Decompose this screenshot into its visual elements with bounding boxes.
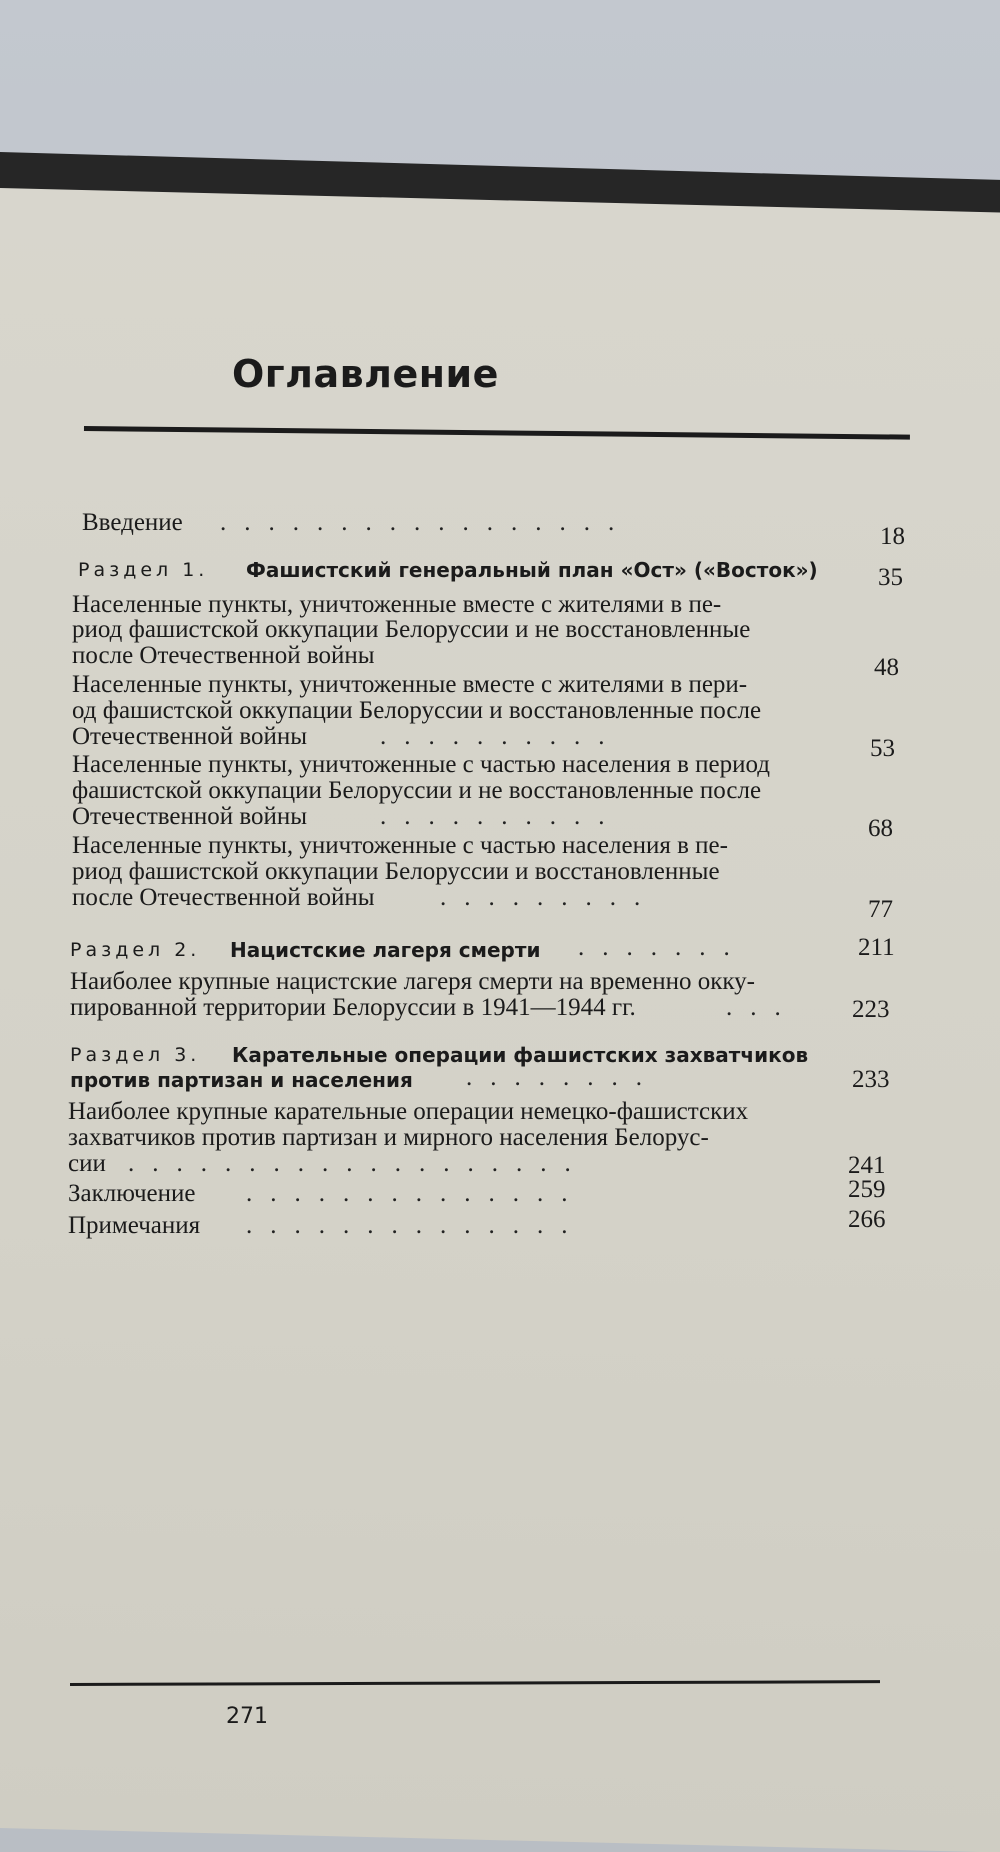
entry-line: Населенные пункты, уничтоженные с частью населения в период: [72, 751, 770, 778]
entry-page: 53: [870, 735, 895, 762]
entry-line: Наиболее крупные карательные операции немецко-фашистских: [68, 1098, 749, 1125]
page-title: Оглавление: [232, 352, 499, 396]
entry-line: пированной территории Белоруссии в 1941—1944 гг.: [70, 994, 636, 1021]
section-title-cont: против партизан и населения: [70, 1068, 413, 1092]
entry-page: 259: [848, 1176, 886, 1203]
entry-line: Наиболее крупные нацистские лагеря смерти на временно окку-: [70, 968, 755, 995]
toc-section-2: [0, 933, 1000, 963]
entry-page: 77: [868, 896, 893, 923]
entry-line: захватчиков против партизан и мирного населения Белорус-: [68, 1124, 709, 1151]
entry-line: Населенные пункты, уничтоженные с частью населения в пе-: [72, 832, 728, 859]
entry-page: 223: [852, 996, 890, 1023]
entry-page: 18: [880, 523, 905, 550]
toc-entry-notes: [0, 1206, 1000, 1241]
section-title: Карательные операции фашистских захватчиков: [232, 1043, 809, 1067]
entry-label: Примечания: [68, 1212, 201, 1239]
leader-dots: .........: [440, 884, 659, 911]
section-prefix: Раздел 1.: [78, 559, 209, 581]
leader-dots: ...................: [128, 1150, 589, 1177]
entry-label: Введение: [82, 509, 183, 536]
leader-dots: ..........: [380, 723, 623, 750]
entry-line: после Отечественной войны: [72, 884, 375, 911]
leader-dots: ..............: [246, 1212, 586, 1239]
entry-line: фашистской оккупации Белоруссии и не восстановленные после: [72, 777, 762, 804]
entry-line: од фашистской оккупации Белоруссии и восстановленные после: [72, 697, 762, 724]
section-title: Фашистский генеральный план «Ост» («Восток»): [246, 558, 818, 582]
section-title: Нацистские лагеря смерти: [230, 938, 541, 962]
section-prefix: Раздел 3.: [70, 1044, 201, 1066]
entry-line: Населенные пункты, уничтоженные вместе с жителями в пе-: [72, 591, 722, 618]
leader-dots: ..............: [246, 1180, 586, 1207]
leader-dots: ...: [726, 994, 799, 1021]
entry-page: 233: [852, 1066, 890, 1093]
entry-page: 266: [848, 1206, 886, 1233]
leader-dots: .................: [220, 509, 633, 536]
entry-line: сии: [68, 1150, 106, 1177]
section-prefix: Раздел 2.: [70, 939, 201, 961]
leader-dots: ..........: [380, 803, 623, 830]
toc-entry-intro: [0, 508, 1000, 550]
entry-page: 211: [858, 934, 895, 961]
entry-page: 68: [868, 815, 893, 842]
page-number: 271: [226, 1704, 268, 1729]
entry-label: Заключение: [68, 1180, 196, 1207]
entry-line: Отечественной войны: [72, 803, 308, 830]
entry-page: 35: [878, 564, 903, 591]
entry-page: 48: [874, 654, 899, 681]
entry-line: риод фашистской оккупации Белоруссии и восстановленные: [72, 858, 720, 885]
entry-line: Отечественной войны: [72, 723, 308, 750]
leader-dots: ........: [466, 1064, 660, 1091]
toc-section-1: [0, 553, 1000, 591]
entry-line: Населенные пункты, уничтоженные вместе с жителями в пери-: [72, 671, 748, 698]
entry-line: после Отечественной войны: [72, 642, 375, 669]
leader-dots: .......: [578, 934, 748, 961]
entry-line: риод фашистской оккупации Белоруссии и не восстановленные: [72, 616, 751, 643]
title-rule: [84, 426, 910, 440]
entry-page: 241: [848, 1152, 886, 1179]
footer-rule: [70, 1680, 880, 1686]
